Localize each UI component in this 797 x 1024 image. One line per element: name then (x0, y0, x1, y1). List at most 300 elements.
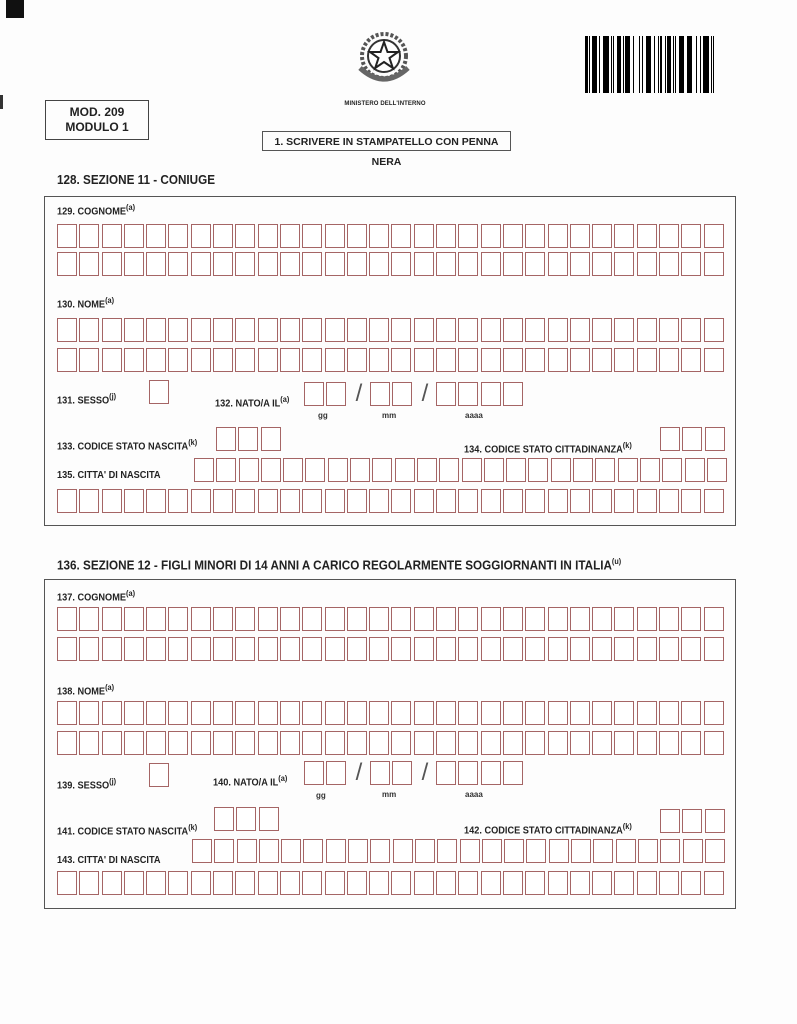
codice-cittadinanza-boxes[interactable] (660, 809, 725, 833)
character-box[interactable] (548, 701, 568, 725)
character-box[interactable] (526, 839, 546, 863)
character-box[interactable] (436, 224, 456, 248)
character-box[interactable] (436, 489, 456, 513)
character-box[interactable] (414, 607, 434, 631)
character-box[interactable] (704, 489, 724, 513)
character-box[interactable] (79, 224, 99, 248)
character-box[interactable] (681, 701, 701, 725)
character-box[interactable] (548, 489, 568, 513)
character-box[interactable] (146, 701, 166, 725)
character-box[interactable] (548, 224, 568, 248)
character-box[interactable] (369, 348, 389, 372)
character-box[interactable] (482, 839, 502, 863)
character-box[interactable] (280, 607, 300, 631)
character-box[interactable] (213, 701, 233, 725)
character-box[interactable] (637, 224, 657, 248)
character-box[interactable] (124, 871, 144, 895)
character-box[interactable] (258, 489, 278, 513)
character-box[interactable] (258, 871, 278, 895)
character-box[interactable] (637, 701, 657, 725)
character-box[interactable] (302, 637, 322, 661)
character-box[interactable] (146, 252, 166, 276)
character-box[interactable] (57, 318, 77, 342)
character-box[interactable] (280, 871, 300, 895)
character-box[interactable] (704, 701, 724, 725)
character-box[interactable] (592, 318, 612, 342)
character-box[interactable] (682, 427, 702, 451)
character-box[interactable] (704, 731, 724, 755)
character-box[interactable] (570, 489, 590, 513)
character-box[interactable] (168, 731, 188, 755)
character-box[interactable] (305, 458, 325, 482)
character-box[interactable] (191, 637, 211, 661)
character-box[interactable] (280, 348, 300, 372)
character-box[interactable] (235, 252, 255, 276)
character-box[interactable] (214, 807, 234, 831)
character-box[interactable] (391, 731, 411, 755)
cognome-row-1[interactable] (57, 607, 724, 631)
character-box[interactable] (391, 701, 411, 725)
character-box[interactable] (525, 637, 545, 661)
character-box[interactable] (102, 701, 122, 725)
character-box[interactable] (458, 348, 478, 372)
character-box[interactable] (347, 348, 367, 372)
character-box[interactable] (392, 761, 412, 785)
character-box[interactable] (57, 731, 77, 755)
character-box[interactable] (124, 731, 144, 755)
character-box[interactable] (124, 224, 144, 248)
character-box[interactable] (592, 252, 612, 276)
character-box[interactable] (570, 701, 590, 725)
character-box[interactable] (347, 252, 367, 276)
character-box[interactable] (146, 607, 166, 631)
character-box[interactable] (168, 607, 188, 631)
character-box[interactable] (347, 224, 367, 248)
character-box[interactable] (704, 318, 724, 342)
character-box[interactable] (592, 637, 612, 661)
character-box[interactable] (280, 637, 300, 661)
character-box[interactable] (146, 348, 166, 372)
character-box[interactable] (168, 252, 188, 276)
character-box[interactable] (460, 839, 480, 863)
character-box[interactable] (637, 318, 657, 342)
character-box[interactable] (570, 871, 590, 895)
character-box[interactable] (124, 607, 144, 631)
character-box[interactable] (458, 637, 478, 661)
character-box[interactable] (592, 607, 612, 631)
character-box[interactable] (124, 318, 144, 342)
character-box[interactable] (191, 318, 211, 342)
birth-year-boxes[interactable] (436, 761, 523, 785)
birth-day-boxes[interactable] (304, 761, 346, 785)
character-box[interactable] (146, 224, 166, 248)
character-box[interactable] (481, 701, 501, 725)
character-box[interactable] (235, 731, 255, 755)
character-box[interactable] (570, 637, 590, 661)
character-box[interactable] (347, 871, 367, 895)
character-box[interactable] (235, 871, 255, 895)
character-box[interactable] (458, 871, 478, 895)
character-box[interactable] (414, 637, 434, 661)
character-box[interactable] (302, 224, 322, 248)
character-box[interactable] (525, 701, 545, 725)
character-box[interactable] (458, 382, 478, 406)
character-box[interactable] (503, 761, 523, 785)
character-box[interactable] (393, 839, 413, 863)
character-box[interactable] (146, 871, 166, 895)
character-box[interactable] (593, 839, 613, 863)
character-box[interactable] (79, 348, 99, 372)
character-box[interactable] (595, 458, 615, 482)
character-box[interactable] (614, 731, 634, 755)
character-box[interactable] (570, 224, 590, 248)
character-box[interactable] (614, 607, 634, 631)
character-box[interactable] (347, 607, 367, 631)
character-box[interactable] (391, 348, 411, 372)
character-box[interactable] (391, 489, 411, 513)
character-box[interactable] (436, 701, 456, 725)
character-box[interactable] (302, 318, 322, 342)
character-box[interactable] (681, 348, 701, 372)
character-box[interactable] (146, 318, 166, 342)
character-box[interactable] (548, 607, 568, 631)
character-box[interactable] (551, 458, 571, 482)
character-box[interactable] (214, 839, 234, 863)
character-box[interactable] (235, 637, 255, 661)
character-box[interactable] (192, 839, 212, 863)
character-box[interactable] (436, 871, 456, 895)
character-box[interactable] (347, 318, 367, 342)
character-box[interactable] (525, 731, 545, 755)
character-box[interactable] (436, 607, 456, 631)
character-box[interactable] (392, 382, 412, 406)
character-box[interactable] (124, 637, 144, 661)
character-box[interactable] (681, 637, 701, 661)
character-box[interactable] (79, 318, 99, 342)
codice-nascita-boxes[interactable] (216, 427, 281, 451)
character-box[interactable] (481, 731, 501, 755)
character-box[interactable] (79, 607, 99, 631)
character-box[interactable] (280, 252, 300, 276)
character-box[interactable] (191, 607, 211, 631)
character-box[interactable] (525, 318, 545, 342)
character-box[interactable] (302, 252, 322, 276)
character-box[interactable] (528, 458, 548, 482)
character-box[interactable] (325, 637, 345, 661)
character-box[interactable] (548, 871, 568, 895)
character-box[interactable] (705, 809, 725, 833)
character-box[interactable] (548, 731, 568, 755)
character-box[interactable] (168, 871, 188, 895)
character-box[interactable] (662, 458, 682, 482)
character-box[interactable] (283, 458, 303, 482)
character-box[interactable] (149, 763, 169, 787)
sesso-box[interactable] (149, 380, 169, 404)
character-box[interactable] (391, 252, 411, 276)
character-box[interactable] (191, 489, 211, 513)
character-box[interactable] (238, 427, 258, 451)
character-box[interactable] (391, 637, 411, 661)
character-box[interactable] (525, 871, 545, 895)
citta-row-1[interactable] (194, 458, 727, 482)
character-box[interactable] (481, 382, 501, 406)
character-box[interactable] (391, 607, 411, 631)
character-box[interactable] (168, 637, 188, 661)
character-box[interactable] (395, 458, 415, 482)
character-box[interactable] (259, 807, 279, 831)
character-box[interactable] (57, 224, 77, 248)
character-box[interactable] (369, 489, 389, 513)
character-box[interactable] (704, 607, 724, 631)
character-box[interactable] (168, 701, 188, 725)
character-box[interactable] (548, 318, 568, 342)
character-box[interactable] (57, 701, 77, 725)
character-box[interactable] (348, 839, 368, 863)
character-box[interactable] (369, 871, 389, 895)
character-box[interactable] (391, 224, 411, 248)
character-box[interactable] (525, 252, 545, 276)
character-box[interactable] (325, 489, 345, 513)
character-box[interactable] (548, 637, 568, 661)
character-box[interactable] (458, 224, 478, 248)
character-box[interactable] (191, 871, 211, 895)
character-box[interactable] (614, 701, 634, 725)
character-box[interactable] (57, 348, 77, 372)
character-box[interactable] (503, 701, 523, 725)
character-box[interactable] (414, 224, 434, 248)
character-box[interactable] (458, 489, 478, 513)
character-box[interactable] (124, 489, 144, 513)
character-box[interactable] (102, 318, 122, 342)
character-box[interactable] (659, 348, 679, 372)
character-box[interactable] (258, 318, 278, 342)
character-box[interactable] (347, 731, 367, 755)
character-box[interactable] (414, 318, 434, 342)
character-box[interactable] (414, 871, 434, 895)
character-box[interactable] (592, 701, 612, 725)
character-box[interactable] (57, 489, 77, 513)
nome-row-1[interactable] (57, 318, 724, 342)
character-box[interactable] (191, 731, 211, 755)
character-box[interactable] (102, 489, 122, 513)
character-box[interactable] (660, 839, 680, 863)
character-box[interactable] (191, 701, 211, 725)
character-box[interactable] (458, 607, 478, 631)
character-box[interactable] (239, 458, 259, 482)
character-box[interactable] (414, 348, 434, 372)
character-box[interactable] (525, 224, 545, 248)
character-box[interactable] (637, 871, 657, 895)
character-box[interactable] (191, 348, 211, 372)
character-box[interactable] (659, 252, 679, 276)
character-box[interactable] (681, 252, 701, 276)
character-box[interactable] (235, 489, 255, 513)
character-box[interactable] (347, 637, 367, 661)
character-box[interactable] (417, 458, 437, 482)
character-box[interactable] (503, 489, 523, 513)
character-box[interactable] (302, 348, 322, 372)
character-box[interactable] (415, 839, 435, 863)
character-box[interactable] (325, 252, 345, 276)
character-box[interactable] (213, 489, 233, 513)
character-box[interactable] (637, 637, 657, 661)
character-box[interactable] (258, 224, 278, 248)
character-box[interactable] (258, 252, 278, 276)
character-box[interactable] (481, 348, 501, 372)
character-box[interactable] (681, 731, 701, 755)
character-box[interactable] (79, 637, 99, 661)
character-box[interactable] (705, 427, 725, 451)
character-box[interactable] (462, 458, 482, 482)
character-box[interactable] (614, 224, 634, 248)
character-box[interactable] (102, 607, 122, 631)
character-box[interactable] (681, 224, 701, 248)
character-box[interactable] (436, 318, 456, 342)
codice-cittadinanza-boxes[interactable] (660, 427, 725, 451)
character-box[interactable] (570, 318, 590, 342)
character-box[interactable] (79, 731, 99, 755)
character-box[interactable] (369, 731, 389, 755)
character-box[interactable] (194, 458, 214, 482)
character-box[interactable] (325, 224, 345, 248)
character-box[interactable] (659, 701, 679, 725)
character-box[interactable] (503, 731, 523, 755)
cognome-row-2[interactable] (57, 252, 724, 276)
character-box[interactable] (484, 458, 504, 482)
character-box[interactable] (614, 318, 634, 342)
character-box[interactable] (570, 348, 590, 372)
character-box[interactable] (637, 731, 657, 755)
birth-day-boxes[interactable] (304, 382, 346, 406)
character-box[interactable] (504, 839, 524, 863)
character-box[interactable] (637, 252, 657, 276)
character-box[interactable] (258, 731, 278, 755)
character-box[interactable] (213, 637, 233, 661)
character-box[interactable] (216, 458, 236, 482)
character-box[interactable] (237, 839, 257, 863)
character-box[interactable] (637, 348, 657, 372)
character-box[interactable] (704, 348, 724, 372)
birth-month-boxes[interactable] (370, 382, 412, 406)
character-box[interactable] (592, 871, 612, 895)
character-box[interactable] (704, 637, 724, 661)
character-box[interactable] (258, 607, 278, 631)
character-box[interactable] (370, 382, 390, 406)
character-box[interactable] (414, 731, 434, 755)
character-box[interactable] (681, 607, 701, 631)
character-box[interactable] (261, 427, 281, 451)
character-box[interactable] (325, 607, 345, 631)
character-box[interactable] (481, 224, 501, 248)
character-box[interactable] (481, 871, 501, 895)
character-box[interactable] (571, 839, 591, 863)
character-box[interactable] (616, 839, 636, 863)
character-box[interactable] (79, 489, 99, 513)
character-box[interactable] (369, 318, 389, 342)
character-box[interactable] (369, 252, 389, 276)
character-box[interactable] (391, 318, 411, 342)
character-box[interactable] (347, 489, 367, 513)
character-box[interactable] (458, 252, 478, 276)
citta-row-2[interactable] (57, 871, 724, 895)
nome-row-2[interactable] (57, 348, 724, 372)
character-box[interactable] (503, 348, 523, 372)
character-box[interactable] (235, 224, 255, 248)
character-box[interactable] (525, 348, 545, 372)
character-box[interactable] (146, 489, 166, 513)
character-box[interactable] (506, 458, 526, 482)
character-box[interactable] (302, 607, 322, 631)
character-box[interactable] (414, 252, 434, 276)
character-box[interactable] (79, 252, 99, 276)
character-box[interactable] (79, 871, 99, 895)
character-box[interactable] (326, 761, 346, 785)
character-box[interactable] (436, 637, 456, 661)
character-box[interactable] (458, 701, 478, 725)
character-box[interactable] (592, 731, 612, 755)
character-box[interactable] (614, 348, 634, 372)
character-box[interactable] (681, 489, 701, 513)
character-box[interactable] (659, 637, 679, 661)
character-box[interactable] (638, 839, 658, 863)
character-box[interactable] (592, 224, 612, 248)
character-box[interactable] (102, 252, 122, 276)
character-box[interactable] (704, 871, 724, 895)
character-box[interactable] (659, 731, 679, 755)
character-box[interactable] (258, 637, 278, 661)
character-box[interactable] (280, 489, 300, 513)
character-box[interactable] (102, 224, 122, 248)
character-box[interactable] (302, 871, 322, 895)
character-box[interactable] (481, 318, 501, 342)
character-box[interactable] (481, 637, 501, 661)
character-box[interactable] (705, 839, 725, 863)
character-box[interactable] (436, 252, 456, 276)
character-box[interactable] (280, 224, 300, 248)
character-box[interactable] (102, 348, 122, 372)
character-box[interactable] (347, 701, 367, 725)
character-box[interactable] (618, 458, 638, 482)
character-box[interactable] (325, 318, 345, 342)
nome-row-2[interactable] (57, 731, 724, 755)
character-box[interactable] (168, 489, 188, 513)
character-box[interactable] (481, 489, 501, 513)
character-box[interactable] (258, 348, 278, 372)
character-box[interactable] (325, 701, 345, 725)
character-box[interactable] (683, 839, 703, 863)
character-box[interactable] (525, 489, 545, 513)
character-box[interactable] (280, 318, 300, 342)
character-box[interactable] (213, 348, 233, 372)
character-box[interactable] (124, 701, 144, 725)
character-box[interactable] (437, 839, 457, 863)
character-box[interactable] (414, 489, 434, 513)
character-box[interactable] (302, 731, 322, 755)
character-box[interactable] (481, 252, 501, 276)
character-box[interactable] (372, 458, 392, 482)
character-box[interactable] (191, 252, 211, 276)
character-box[interactable] (549, 839, 569, 863)
character-box[interactable] (304, 382, 324, 406)
character-box[interactable] (146, 731, 166, 755)
character-box[interactable] (592, 489, 612, 513)
character-box[interactable] (213, 252, 233, 276)
character-box[interactable] (235, 318, 255, 342)
character-box[interactable] (503, 318, 523, 342)
character-box[interactable] (707, 458, 727, 482)
character-box[interactable] (304, 761, 324, 785)
character-box[interactable] (481, 607, 501, 631)
